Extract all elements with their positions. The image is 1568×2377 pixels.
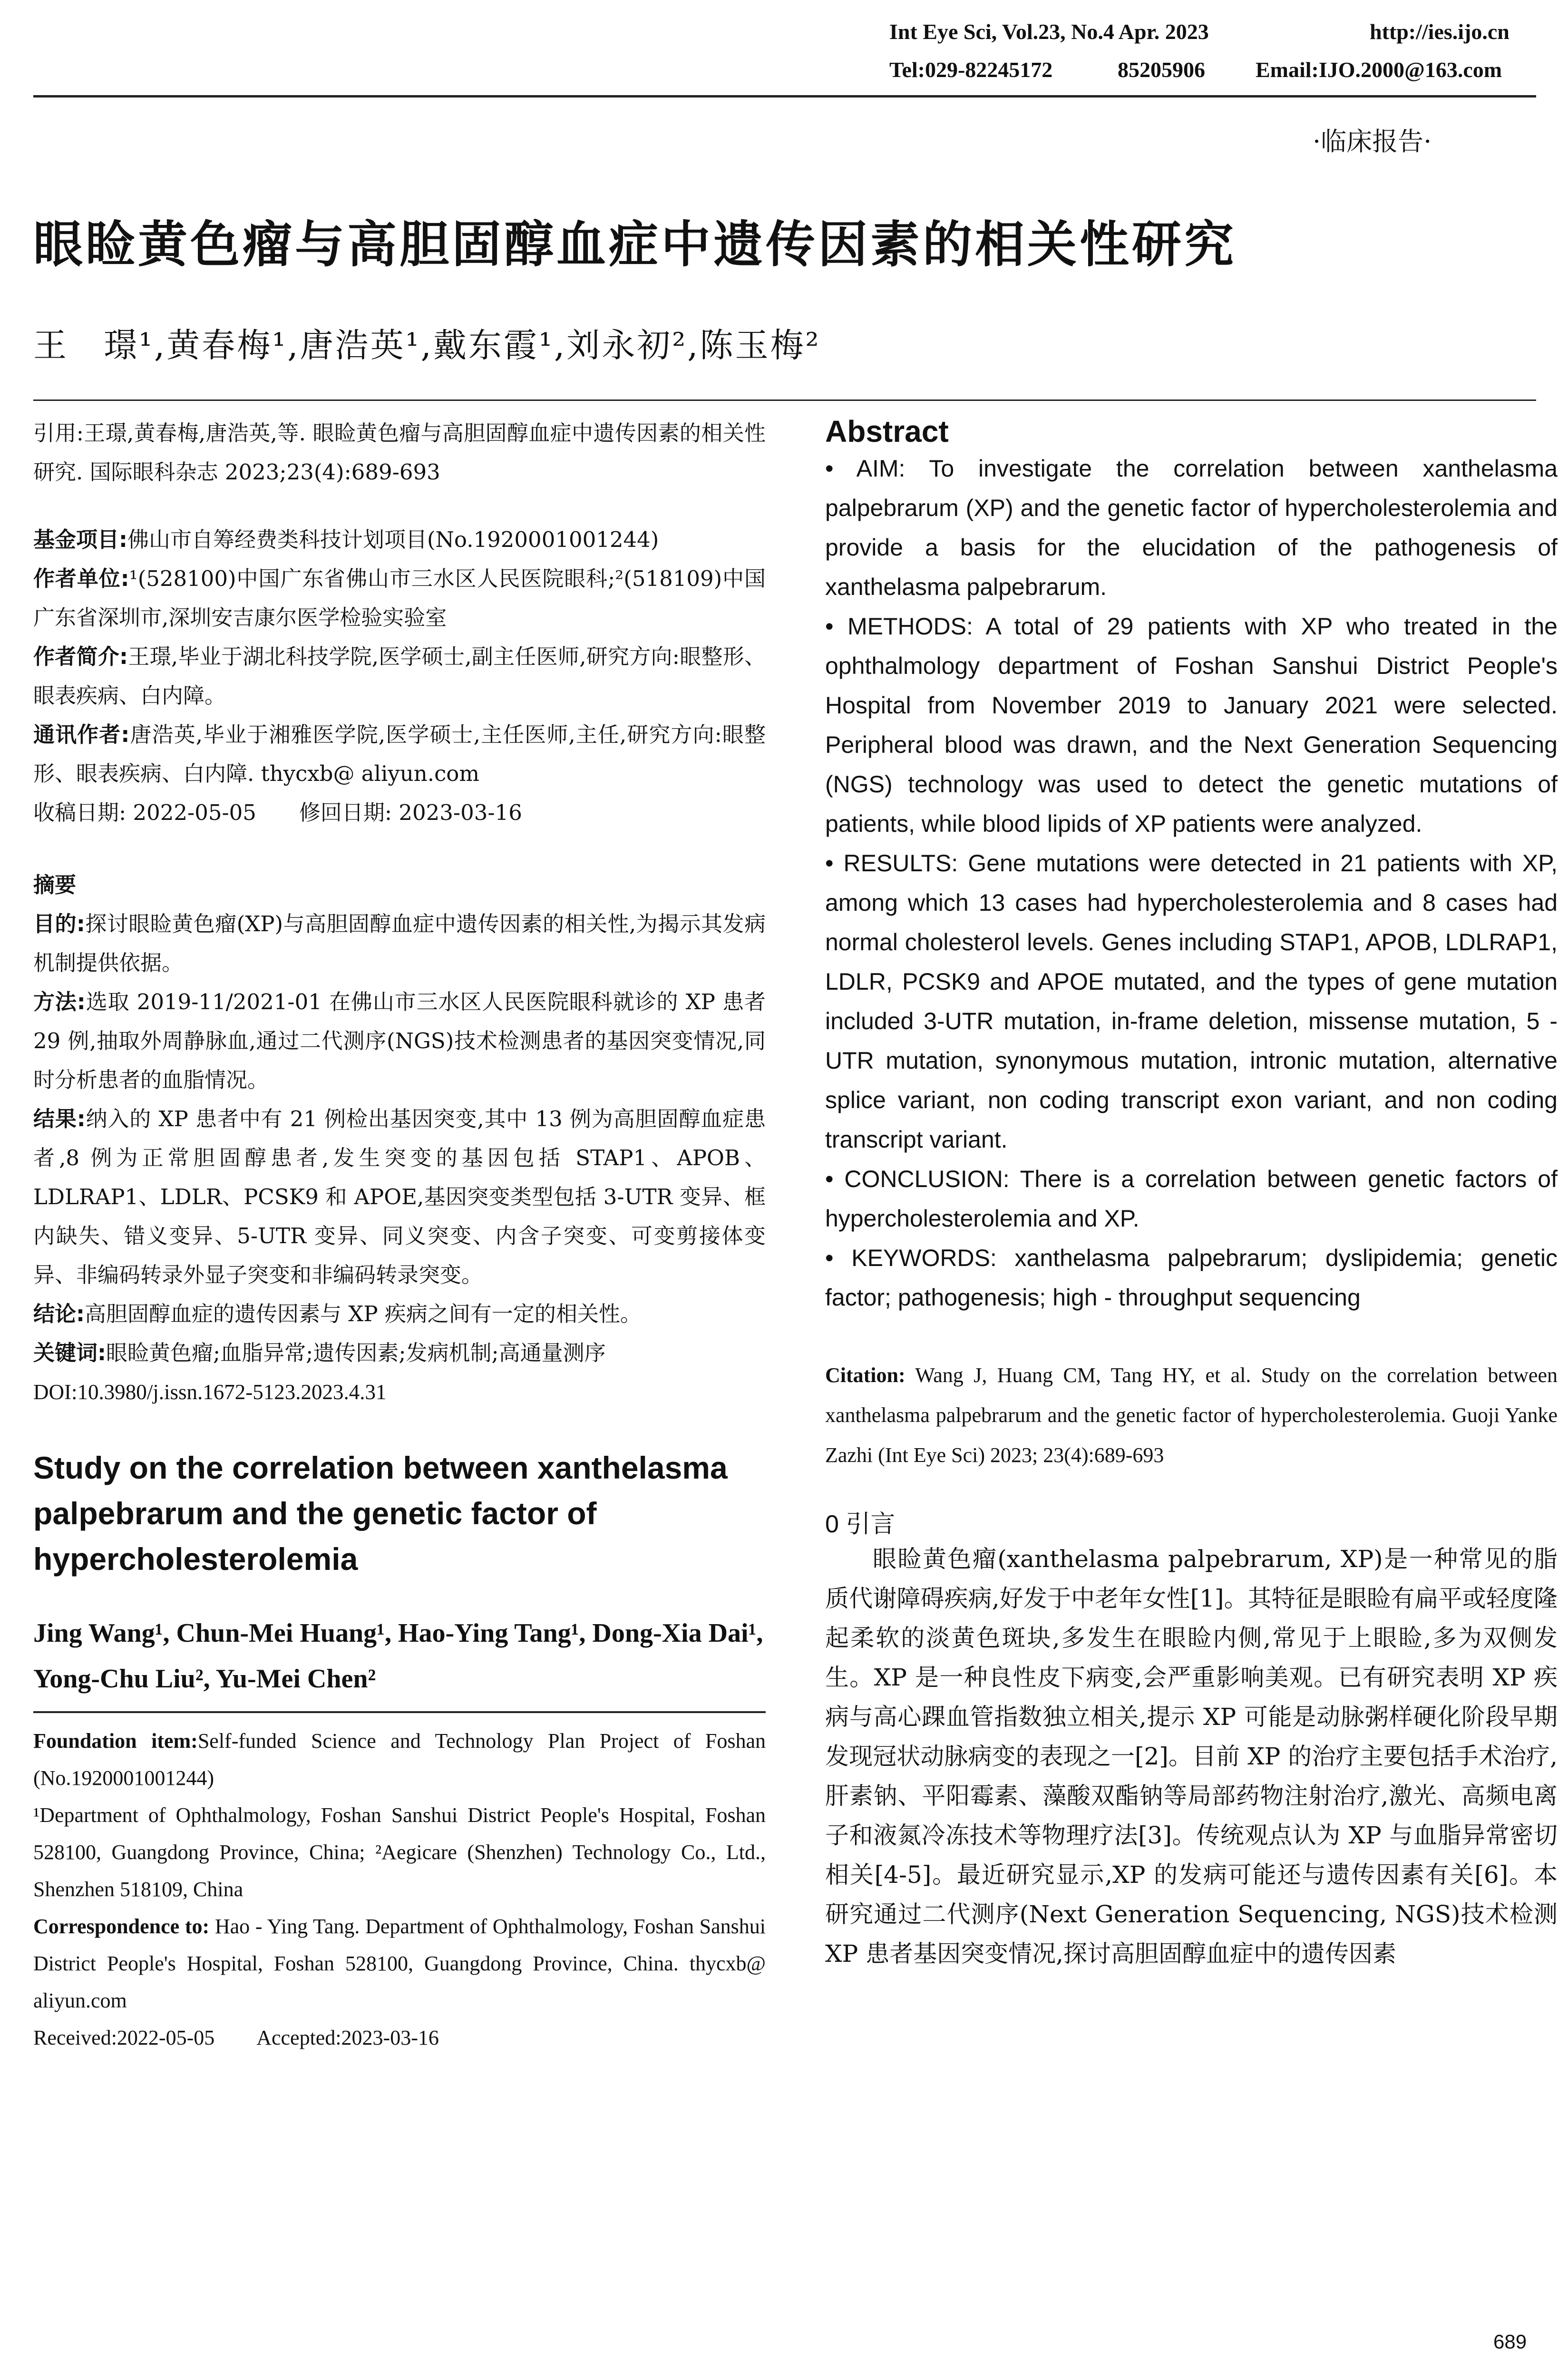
- foundation-block: [33, 1723, 766, 1797]
- abstract-title: Abstract: [825, 414, 949, 448]
- right-column: [825, 414, 1558, 1974]
- correspondence-text: Hao - Ying Tang. Department of Ophthalmology, Foshan Sanshui District People's Hospital, Foshan 528100, Guangdong Province, China. thycxb@ aliyun.com: [33, 1915, 766, 2012]
- result-label: 结果:: [33, 1106, 86, 1131]
- abstract-methods: • METHODS: A total of 29 patients with XP who treated in the ophthalmology department of Foshan Sanshui District People's Hospital from November 2019 to January 2021 were selected. Peripheral blood was drawn, and the Next Generation Sequencing (NGS) technology was used to detect the genetic mutations of patients, while blood lipids of XP patients were analyzed.: [825, 613, 1558, 837]
- corr-block: [33, 715, 766, 793]
- correspondence-label: Correspondence to:: [33, 1915, 210, 1938]
- intro-paragraph: 眼睑黄色瘤(xanthelasma palpebrarum, XP)是一种常见的脂质代谢障碍疾病,好发于中老年女性[1]。其特征是眼睑有扁平或轻度隆起柔软的淡黄色斑块,多发生在眼睑内侧,常见于上眼睑,多为双侧发生。XP 是一种良性皮下病变,会严重影响美观。已有研究表明 XP 疾病与高心踝血管指数独立相关,提示 XP 可能是动脉粥样硬化阶段早期发现冠状动脉病变的表现之一[2]。目前 XP 的治疗主要包括手术治疗,肝素钠、平阳霉素、藻酸双酯钠等局部药物注射治疗,激光、高频电离子和液氮冷冻技术等物理疗法[3]。传统观点认为 XP 与血脂异常密切相关[4-5]。最近研究显示,XP 的发病可能还与遗传因素有关[6]。本研究通过二代测序(Next Generation Sequencing, NGS)技术检测 XP 患者基因突变情况,探讨高胆固醇血症中的遗传因素: [825, 1545, 1558, 1968]
- received-cn: 收稿日期: 2022-05-05 修回日期: 2023-03-16: [33, 800, 522, 825]
- journal-info: Int Eye Sci, Vol.23, No.4 Apr. 2023: [889, 19, 1209, 44]
- journal-tel2: 85205906: [1118, 58, 1205, 82]
- citation-en-label: Citation:: [825, 1364, 906, 1387]
- abstract-aim: • AIM: To investigate the correlation between xanthelasma palpebrarum (XP) and the genetic factor of hypercholesterolemia and provide a basis for the elucidation of the pathogenesis of xanthelasma palpebrarum.: [825, 455, 1558, 600]
- conclusion-label: 结论:: [33, 1301, 85, 1326]
- objective-block: [33, 905, 766, 983]
- method-label: 方法:: [33, 989, 86, 1014]
- citation-en-block: [825, 1355, 1558, 1475]
- journal-url: http://ies.ijo.cn: [1370, 19, 1510, 44]
- page-number: 689: [1493, 2330, 1527, 2353]
- header-rule: [33, 95, 1536, 97]
- correspondence-block: [33, 1908, 766, 2019]
- method-text: 选取 2019-11/2021-01 在佛山市三水区人民医院眼科就诊的 XP 患者 29 例,抽取外周静脉血,通过二代测序(NGS)技术检测患者的基因突变情况,同时分析患者的血脂情况。: [33, 989, 766, 1092]
- result-text: 纳入的 XP 患者中有 21 例检出基因突变,其中 13 例为高胆固醇血症患者,8 例为正常胆固醇患者,发生突变的基因包括 STAP1、APOB、LDLRAP1、LDLR、PCSK9 和 APOE,基因突变类型包括 3-UTR 变异、框内缺失、错义变异、5-UTR 变异、同义突变、内含子突变、可变剪接体变异、非编码转录外显子突变和非编码转录突变。: [33, 1106, 766, 1287]
- left-column: [33, 414, 766, 2056]
- keywords-text: 眼睑黄色瘤;血脂异常;遗传因素;发病机制;高通量测序: [106, 1340, 606, 1365]
- bio-block: [33, 637, 766, 715]
- section-label: ·临床报告·: [1313, 127, 1432, 156]
- objective-text: 探讨眼睑黄色瘤(XP)与高胆固醇血症中遗传因素的相关性,为揭示其发病机制提供依据。: [33, 911, 766, 975]
- keywords-block: [33, 1334, 766, 1373]
- fund-text: 佛山市自筹经费类科技计划项目(No.1920001001244): [127, 527, 659, 552]
- title-rule: [33, 399, 1536, 401]
- department-text: ¹Department of Ophthalmology, Foshan Sanshui District People's Hospital, Foshan 528100, Guangdong Province, China; ²Aegicare (Shenzhen) Technology Co., Ltd., Shenzhen 518109, China: [33, 1803, 766, 1901]
- corr-text: 唐浩英,毕业于湘雅医学院,医学硕士,主任医师,主任,研究方向:眼整形、眼表疾病、白内障. thycxb@ aliyun.com: [33, 722, 766, 786]
- unit-label: 作者单位:: [33, 566, 129, 591]
- abstract-keywords: • KEYWORDS: xanthelasma palpebrarum; dyslipidemia; genetic factor; pathogenesis; high - throughput sequencing: [825, 1245, 1558, 1311]
- english-title: Study on the correlation between xanthelasma palpebrarum and the genetic factor of hypercholesterolemia: [33, 1450, 728, 1577]
- citation-cn: 引用:王璟,黄春梅,唐浩英,等. 眼睑黄色瘤与高胆固醇血症中遗传因素的相关性研究. 国际眼科杂志 2023;23(4):689-693: [33, 420, 766, 485]
- abstract-conclusion: • CONCLUSION: There is a correlation between genetic factors of hypercholesterolemia and XP.: [825, 1166, 1558, 1232]
- abstract-results: • RESULTS: Gene mutations were detected in 21 patients with XP, among which 13 cases had hypercholesterolemia and 8 cases had normal cholesterol levels. Genes including STAP1, APOB, LDLRAP1, LDLR, PCSK9 and APOE mutated, and the types of gene mutation included 3-UTR mutation, in-frame deletion, missense mutation, 5 - UTR mutation, synonymous mutation, intronic mutation, alternative splice variant, non coding transcript exon variant, and non coding transcript variant.: [825, 850, 1558, 1153]
- fund-block: [33, 520, 766, 559]
- keywords-label: 关键词:: [33, 1340, 106, 1365]
- english-authors: Jing Wang¹, Chun-Mei Huang¹, Hao-Ying Tang¹, Dong-Xia Dai¹, Yong-Chu Liu², Yu-Mei Chen²: [33, 1618, 763, 1694]
- conclusion-block: [33, 1295, 766, 1334]
- citation-en-text: Wang J, Huang CM, Tang HY, et al. Study on the correlation between xanthelasma palpebrarum and the genetic factor of hypercholesterolemia. Guoji Yanke Zazhi (Int Eye Sci) 2023; 23(4):689-693: [825, 1364, 1558, 1467]
- bio-label: 作者简介:: [33, 644, 128, 669]
- foundation-label: Foundation item:: [33, 1729, 198, 1753]
- intro-heading: 0 引言: [825, 1510, 896, 1538]
- journal-tel: Tel:029-82245172: [889, 58, 1053, 82]
- fund-label: 基金项目:: [33, 527, 127, 552]
- conclusion-text: 高胆固醇血症的遗传因素与 XP 疾病之间有一定的相关性。: [85, 1301, 642, 1326]
- objective-label: 目的:: [33, 911, 85, 936]
- doi: DOI:10.3980/j.issn.1672-5123.2023.4.31: [33, 1380, 387, 1404]
- foundation-text: Self-funded Science and Technology Plan Project of Foshan (No.1920001001244): [33, 1729, 766, 1790]
- unit-text: ¹(528100)中国广东省佛山市三水区人民医院眼科;²(518109)中国广东省深圳市,深圳安吉康尔医学检验实验室: [33, 566, 766, 630]
- bio-text: 王璟,毕业于湖北科技学院,医学硕士,副主任医师,研究方向:眼整形、眼表疾病、白内障。: [33, 644, 766, 708]
- authors-cn: 王 璟¹,黄春梅¹,唐浩英¹,戴东霞¹,刘永初²,陈玉梅²: [33, 326, 821, 365]
- journal-email: Email:IJO.2000@163.com: [1256, 58, 1502, 82]
- received-en: Received:2022-05-05 Accepted:2023-03-16: [33, 2026, 439, 2049]
- result-block: [33, 1100, 766, 1295]
- method-block: [33, 983, 766, 1100]
- page-title: 眼睑黄色瘤与高胆固醇血症中遗传因素的相关性研究: [33, 215, 1237, 273]
- corr-label: 通讯作者:: [33, 722, 130, 747]
- unit-block: [33, 559, 766, 637]
- abstract-head-cn: 摘要: [33, 872, 77, 897]
